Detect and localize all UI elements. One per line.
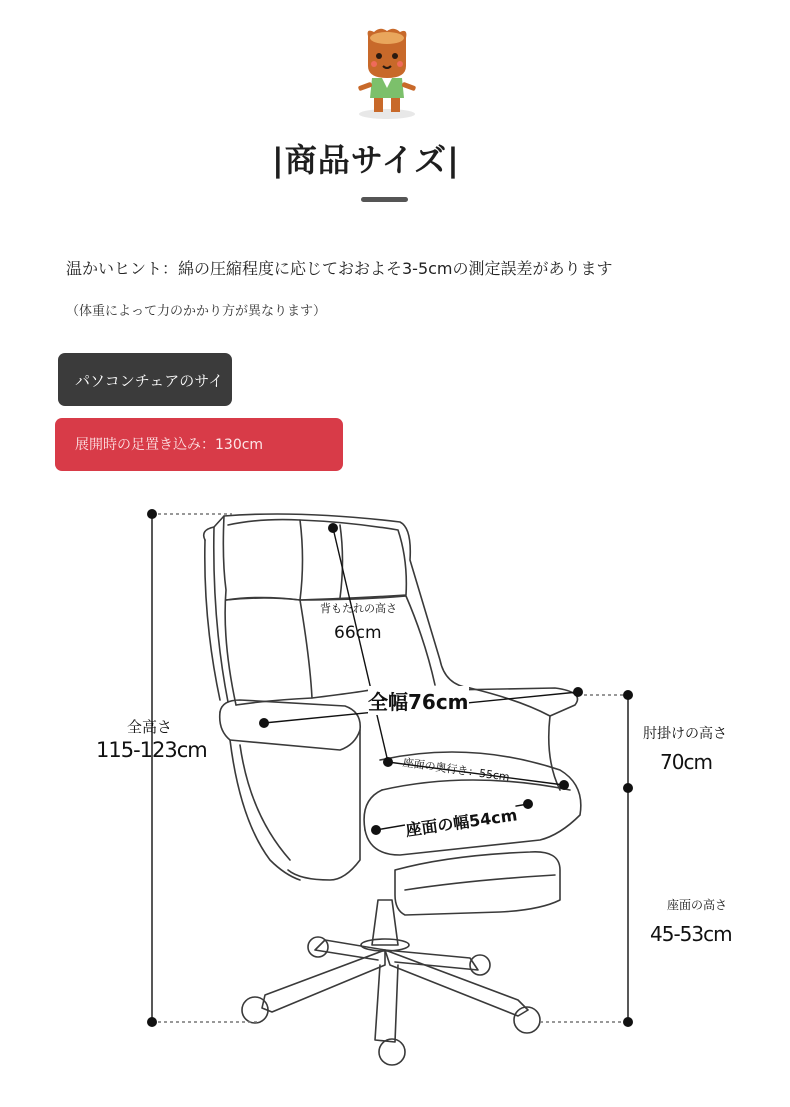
full-width-label: 全幅76cm [368,686,469,715]
page-title: |商品サイズ| [272,141,460,179]
seat-height-value: 45-53cm [650,922,732,946]
seat-height-label: 座面の高さ [667,898,728,912]
seat-depth-label: 座面の奥行き：55cm [401,755,511,784]
arm-height-value: 70cm [660,750,712,774]
weight-note: （体重によって力のかかり方が異なります） [66,304,327,319]
arm-height-label: 肘掛けの高さ [643,726,727,742]
footrest-length-tag: 展開時の足置き込み：130cm [55,418,343,471]
measurement-hint: 温かいヒント：綿の圧縮程度に応じておおよそ3-5cmの測定誤差があります [66,259,613,278]
total-height-label: 全高さ [127,718,173,736]
total-height-value: 115-123cm [96,738,207,762]
back-height-label: 背もたれの高さ [320,602,397,615]
chair-size-tag: パソコンチェアのサイ [58,353,232,406]
chair-outline [204,514,581,1065]
dimension-points [147,509,633,1027]
back-height-value: 66cm [334,623,382,643]
seat-width-label: 座面の幅54cm [404,802,519,840]
